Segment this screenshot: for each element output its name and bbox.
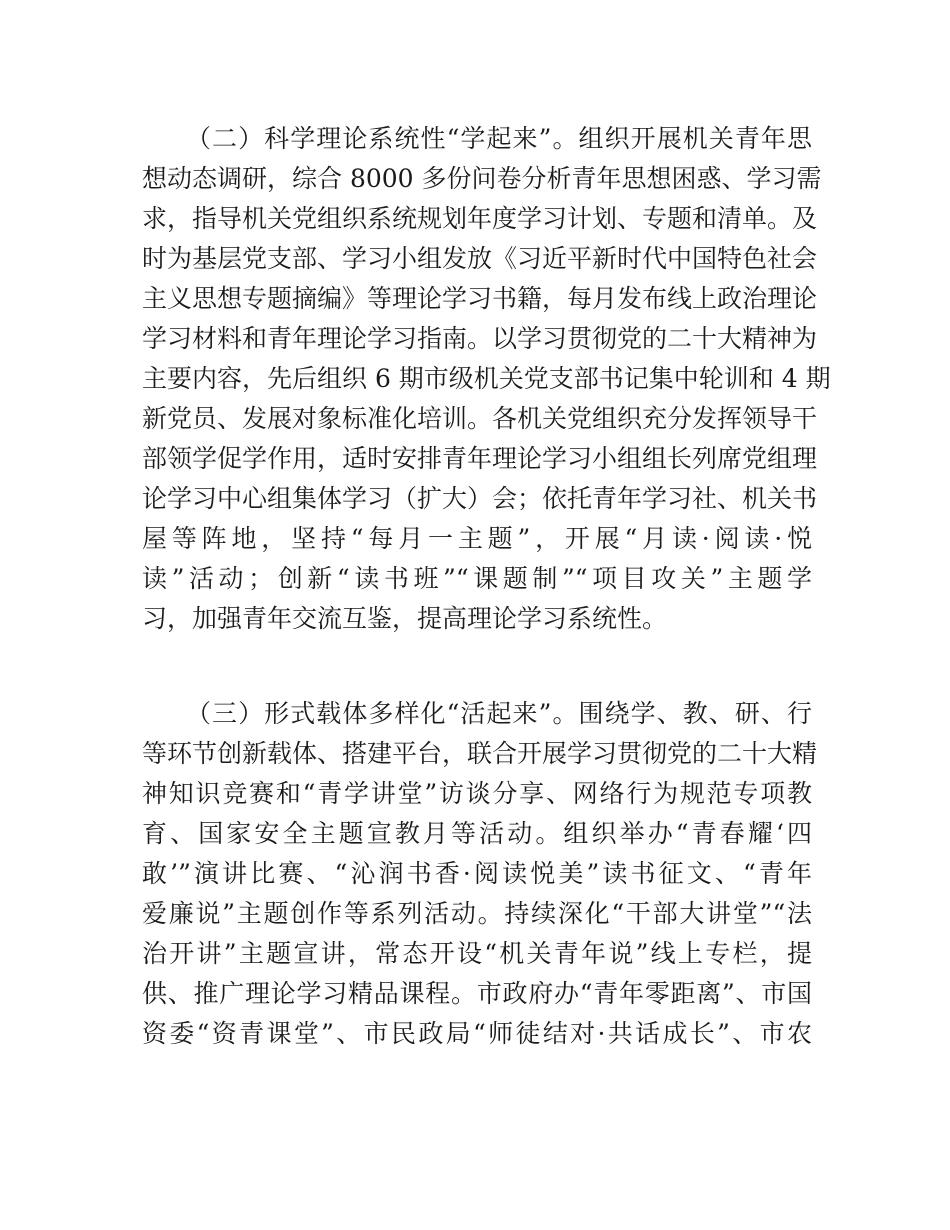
paragraph-line: 部领学促学作用，适时安排青年理论学习小组组长列席党组理 [142,444,818,473]
paragraph-line: 论学习中心组集体学习（扩大）会；依托青年学习社、机关书 [142,484,818,513]
paragraph-line: 等环节创新载体、搭建平台，联合开展学习贯彻党的二十大精 [142,739,818,768]
paragraph-line: 供、推广理论学习精品课程。市政府办“青年零距离”、市国 [142,979,812,1008]
paragraph-2 [142,119,831,639]
paragraph-line: 主义思想专题摘编》等理论学习书籍，每月发布线上政治理论 [142,284,818,313]
paragraph-line: 神知识竞赛和“青学讲堂”访谈分享、网络行为规范专项教 [142,779,812,808]
paragraph-line: 资委“资青课堂”、市民政局“师徒结对·共话成长”、市农 [142,1019,812,1048]
paragraph-line: 主要内容，先后组织 6 期市级机关党支部书记集中轮训和 4 期 [142,364,831,393]
paragraph-line: 求，指导机关党组织系统规划年度学习计划、专题和清单。及 [142,204,818,233]
paragraph-line: 读”活动；创新“读书班”“课题制”“项目攻关”主题学 [142,564,812,593]
paragraph-line: （二）科学理论系统性“学起来”。组织开展机关青年思 [186,124,812,153]
paragraph-line: 敢’”演讲比赛、“沁润书香·阅读悦美”读书征文、“青年 [142,859,812,888]
paragraph-line: 新党员、发展对象标准化培训。各机关党组织充分发挥领导干 [142,404,818,433]
paragraph-line: 习，加强青年交流互鉴，提高理论学习系统性。 [142,604,668,633]
paragraph-line: 育、国家安全主题宣教月等活动。组织举办“青春耀‘四 [142,819,812,848]
paragraph-line: 想动态调研，综合 8000 多份问卷分析青年思想困惑、学习需 [142,164,822,193]
paragraph-line: 爱廉说”主题创作等系列活动。持续深化“干部大讲堂”“法 [142,899,812,928]
paragraph-line: 学习材料和青年理论学习指南。以学习贯彻党的二十大精神为 [142,324,818,353]
paragraph-line: 时为基层党支部、学习小组发放《习近平新时代中国特色社会 [142,244,818,273]
paragraph-line: （三）形式载体多样化“活起来”。围绕学、教、研、行 [186,699,812,728]
paragraph-3 [142,694,818,1054]
paragraph-line: 屋等阵地，坚持“每月一主题”，开展“月读·阅读·悦 [142,524,812,553]
paragraph-line: 治开讲”主题宣讲，常态开设“机关青年说”线上专栏，提 [142,939,812,968]
